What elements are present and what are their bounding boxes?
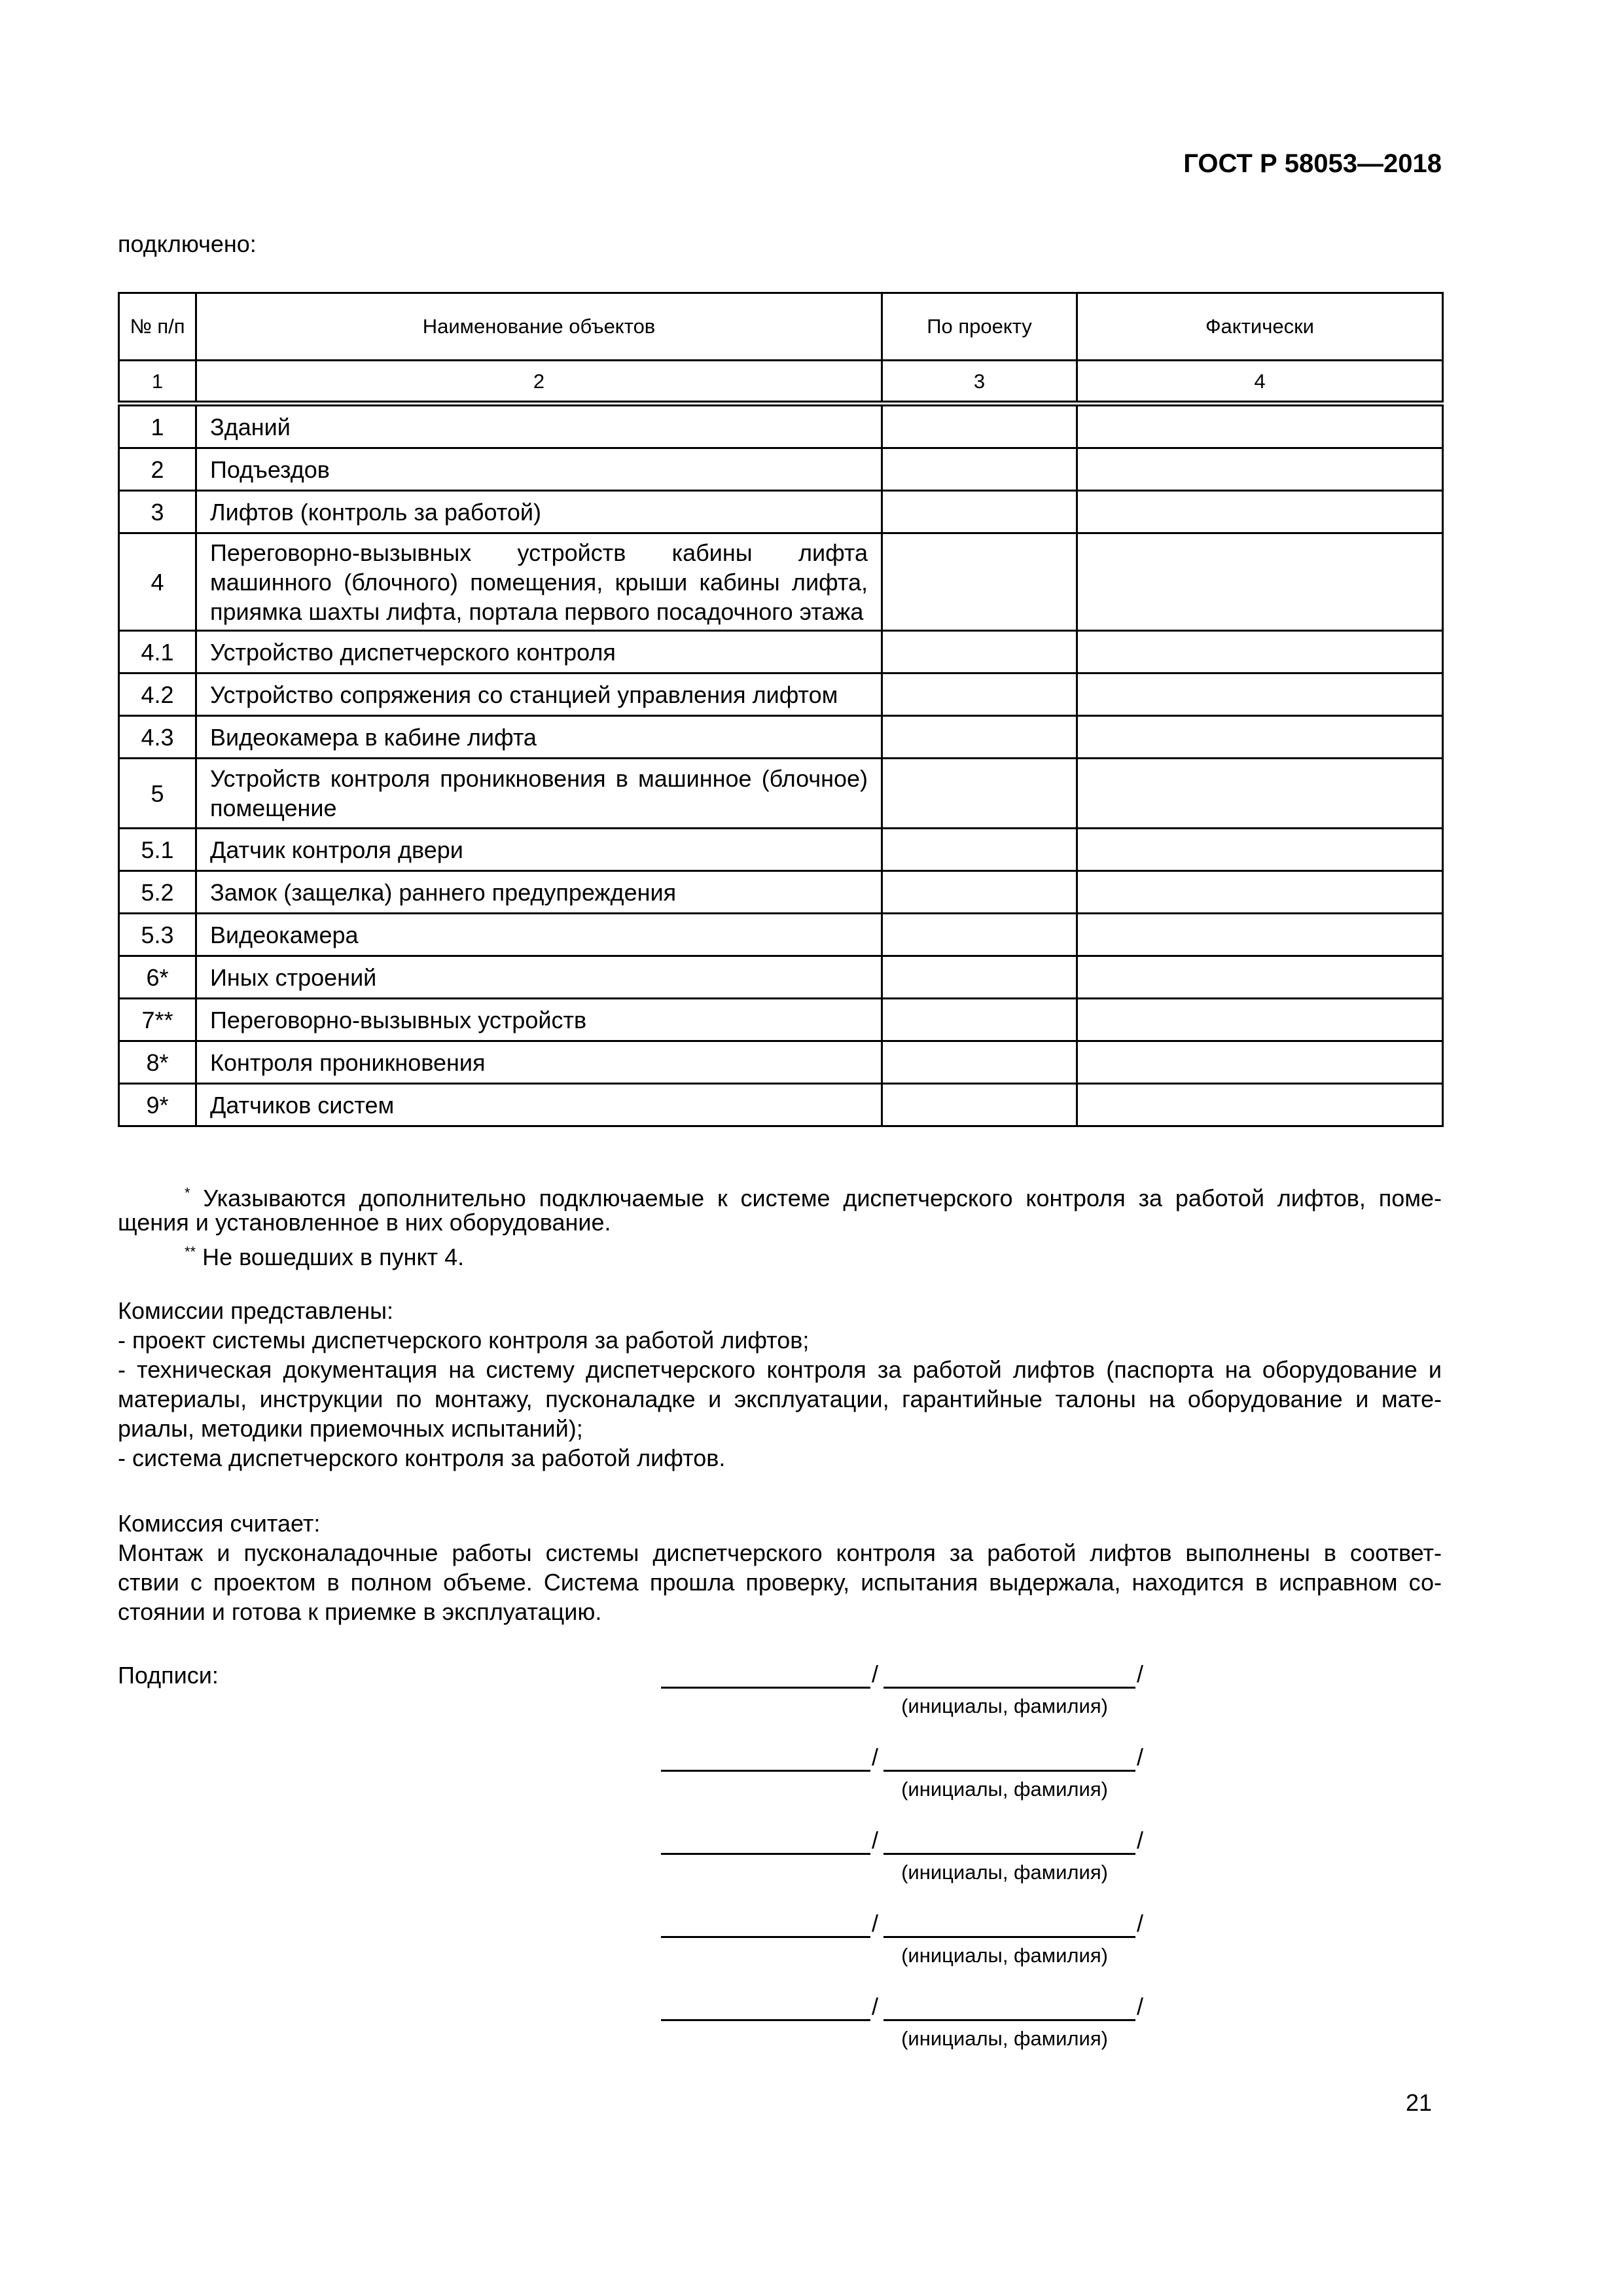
signature-caption: (инициалы, фамилия) [901, 2027, 1108, 2050]
signature-line[interactable] [661, 1910, 1144, 1939]
table-row [119, 759, 1443, 829]
col-number: 3 [882, 361, 1077, 404]
row-number: 5 [119, 759, 196, 829]
row-name [196, 759, 882, 829]
presented-line: - техническая документация на систему диспетчерского контроля за работой лифтов (паспорта на оборудование и [118, 1356, 1442, 1383]
presented-line: риалы, методики приемочных испытаний); [118, 1415, 583, 1442]
row-number: 6* [119, 956, 196, 999]
row-name [196, 1041, 882, 1084]
row-name [196, 448, 882, 491]
row-project-cell[interactable] [882, 491, 1077, 533]
table-row [119, 533, 1443, 631]
slash: / [872, 1827, 879, 1854]
row-actual-cell[interactable] [1077, 673, 1443, 716]
conclusion-line: Монтаж и пусконаладочные работы системы диспетчерского контроля за работой лифтов выполнены в соответ- [118, 1539, 1442, 1566]
row-number: 4 [119, 533, 196, 631]
table-row [119, 871, 1443, 914]
name-field[interactable] [883, 1660, 1135, 1689]
row-number: 4.2 [119, 673, 196, 716]
row-name [196, 491, 882, 533]
row-project-cell[interactable] [882, 759, 1077, 829]
row-number: 3 [119, 491, 196, 533]
table-row [119, 404, 1443, 448]
intro-text: подключено: [118, 230, 257, 257]
signatures-label: Подписи: [118, 1662, 219, 1689]
row-name-text: Видеокамера [210, 921, 359, 948]
table-row [119, 491, 1443, 533]
slash: / [1137, 1660, 1144, 1687]
slash: / [872, 1660, 879, 1687]
slash: / [1137, 1993, 1144, 2020]
row-project-cell[interactable] [882, 673, 1077, 716]
row-number: 8* [119, 1041, 196, 1084]
signature-field[interactable] [661, 1660, 870, 1689]
row-number: 5.3 [119, 914, 196, 956]
table-row [119, 448, 1443, 491]
row-name-text: Устройств контроля проникновения в машинное (блочное) помещение [210, 765, 868, 821]
row-actual-cell[interactable] [1077, 999, 1443, 1041]
row-actual-cell[interactable] [1077, 1041, 1443, 1084]
col-number: 1 [119, 361, 196, 404]
row-name-text: Видеокамера в кабине лифта [210, 723, 537, 751]
row-actual-cell[interactable] [1077, 956, 1443, 999]
table-row [119, 914, 1443, 956]
row-number: 9* [119, 1084, 196, 1126]
row-project-cell[interactable] [882, 448, 1077, 491]
row-actual-cell[interactable] [1077, 759, 1443, 829]
row-actual-cell[interactable] [1077, 491, 1443, 533]
slash: / [872, 1993, 879, 2020]
row-name [196, 1084, 882, 1126]
row-name-text: Замок (защелка) раннего предупреждения [210, 878, 677, 906]
row-actual-cell[interactable] [1077, 404, 1443, 448]
table-row [119, 631, 1443, 673]
row-name-text: Подъездов [210, 456, 330, 483]
row-number: 5.2 [119, 871, 196, 914]
header-actual: Фактически [1077, 293, 1443, 361]
signature-line[interactable] [661, 1660, 1144, 1690]
column-number-row [119, 361, 1443, 404]
presented-title: Комиссии представлены: [118, 1297, 394, 1324]
row-name-text: Устройство диспетчерского контроля [210, 638, 616, 666]
signature-caption: (инициалы, фамилия) [901, 1695, 1108, 1717]
row-name-text: Датчик контроля двери [210, 836, 463, 863]
row-name-text: Датчиков систем [210, 1091, 395, 1119]
page-number: 21 [1406, 2089, 1433, 2116]
signature-line[interactable] [661, 1744, 1144, 1773]
row-number: 4.3 [119, 716, 196, 759]
col-number: 2 [196, 361, 882, 404]
row-actual-cell[interactable] [1077, 448, 1443, 491]
row-name [196, 631, 882, 673]
presented-line: - система диспетчерского контроля за работой лифтов. [118, 1444, 726, 1471]
row-name [196, 956, 882, 999]
header-project: По проекту [882, 293, 1077, 361]
header-number: № п/п [119, 293, 196, 361]
row-actual-cell[interactable] [1077, 871, 1443, 914]
row-name [196, 404, 882, 448]
row-project-cell[interactable] [882, 716, 1077, 759]
presented-line: - проект системы диспетчерского контроля за работой лифтов; [118, 1327, 810, 1354]
table-row [119, 1084, 1443, 1126]
signature-caption: (инициалы, фамилия) [901, 1778, 1108, 1801]
signature-field[interactable] [661, 1993, 870, 2021]
row-actual-cell[interactable] [1077, 914, 1443, 956]
conclusion-line: стоянии и готова к приемке в эксплуатацию. [118, 1598, 602, 1625]
row-project-cell[interactable] [882, 404, 1077, 448]
footnote-1-cont: щения и установленное в них оборудование. [118, 1209, 611, 1236]
row-number: 4.1 [119, 631, 196, 673]
row-name-text: Лифтов (контроль за работой) [210, 498, 541, 526]
row-project-cell[interactable] [882, 956, 1077, 999]
row-project-cell[interactable] [882, 999, 1077, 1041]
table-row [119, 716, 1443, 759]
row-name [196, 716, 882, 759]
row-name [196, 533, 882, 631]
table-row [119, 999, 1443, 1041]
name-field[interactable] [883, 1910, 1135, 1938]
slash: / [1137, 1827, 1144, 1854]
row-actual-cell[interactable] [1077, 1084, 1443, 1126]
name-field[interactable] [883, 1744, 1135, 1772]
conclusion-line: ствии с проектом в полном объеме. Система прошла проверку, испытания выдержала, находится в исправном со- [118, 1569, 1442, 1596]
row-name [196, 999, 882, 1041]
signature-field[interactable] [661, 1744, 870, 1772]
row-actual-cell[interactable] [1077, 829, 1443, 871]
slash: / [872, 1910, 879, 1937]
slash: / [872, 1744, 879, 1770]
row-project-cell[interactable] [882, 871, 1077, 914]
row-project-cell[interactable] [882, 1084, 1077, 1126]
table-row [119, 673, 1443, 716]
slash: / [1137, 1744, 1144, 1770]
row-number: 5.1 [119, 829, 196, 871]
row-name-text: Зданий [210, 413, 291, 440]
row-project-cell[interactable] [882, 914, 1077, 956]
presented-line: материалы, инструкции по монтажу, пусконаладке и эксплуатации, гарантийные талоны на оборудование и мате- [118, 1386, 1442, 1412]
row-number: 7** [119, 999, 196, 1041]
table-row [119, 1041, 1443, 1084]
row-number: 1 [119, 404, 196, 448]
row-name [196, 673, 882, 716]
table-row [119, 956, 1443, 999]
name-field[interactable] [883, 1993, 1135, 2021]
row-actual-cell[interactable] [1077, 631, 1443, 673]
table-row [119, 829, 1443, 871]
row-name-text: Переговорно-вызывных устройств кабины лифта машинного (блочного) помещения, крыши кабины лифта, приямка шахты лифта, портала первого посадочного этажа [210, 539, 868, 625]
footnote-2 [118, 1237, 1508, 1272]
slash: / [1137, 1910, 1144, 1937]
row-name [196, 871, 882, 914]
signature-line[interactable] [661, 1827, 1144, 1856]
row-name-text: Переговорно-вызывных устройств [210, 1006, 587, 1033]
footnote-mark: ** [185, 1244, 196, 1260]
row-project-cell[interactable] [882, 631, 1077, 673]
name-field[interactable] [883, 1827, 1135, 1855]
row-name-text: Иных строений [210, 963, 377, 991]
row-name [196, 914, 882, 956]
footnote-text: Не вошедших в пункт 4. [202, 1244, 465, 1270]
objects-table [118, 292, 1444, 1127]
row-name-text: Устройство сопряжения со станцией управления лифтом [210, 681, 838, 708]
row-project-cell[interactable] [882, 533, 1077, 631]
signature-line[interactable] [661, 1993, 1144, 2022]
row-project-cell[interactable] [882, 1041, 1077, 1084]
row-name [196, 829, 882, 871]
row-name-text: Контроля проникновения [210, 1049, 486, 1076]
footnote-mark: * [185, 1185, 190, 1201]
document-code: ГОСТ Р 58053—2018 [1183, 149, 1442, 178]
row-number: 2 [119, 448, 196, 491]
signature-field[interactable] [661, 1910, 870, 1938]
conclusion-title: Комиссия считает: [118, 1510, 321, 1537]
footnote-text: Указываются дополнительно подключаемые к системе диспетчерского контроля за работой лифтов, поме- [203, 1185, 1442, 1211]
col-number: 4 [1077, 361, 1443, 404]
signature-caption: (инициалы, фамилия) [901, 1944, 1108, 1967]
signature-field[interactable] [661, 1827, 870, 1855]
table-header-row [119, 293, 1443, 361]
signature-caption: (инициалы, фамилия) [901, 1861, 1108, 1884]
row-actual-cell[interactable] [1077, 533, 1443, 631]
header-name: Наименование объектов [196, 293, 882, 361]
row-actual-cell[interactable] [1077, 716, 1443, 759]
row-project-cell[interactable] [882, 829, 1077, 871]
